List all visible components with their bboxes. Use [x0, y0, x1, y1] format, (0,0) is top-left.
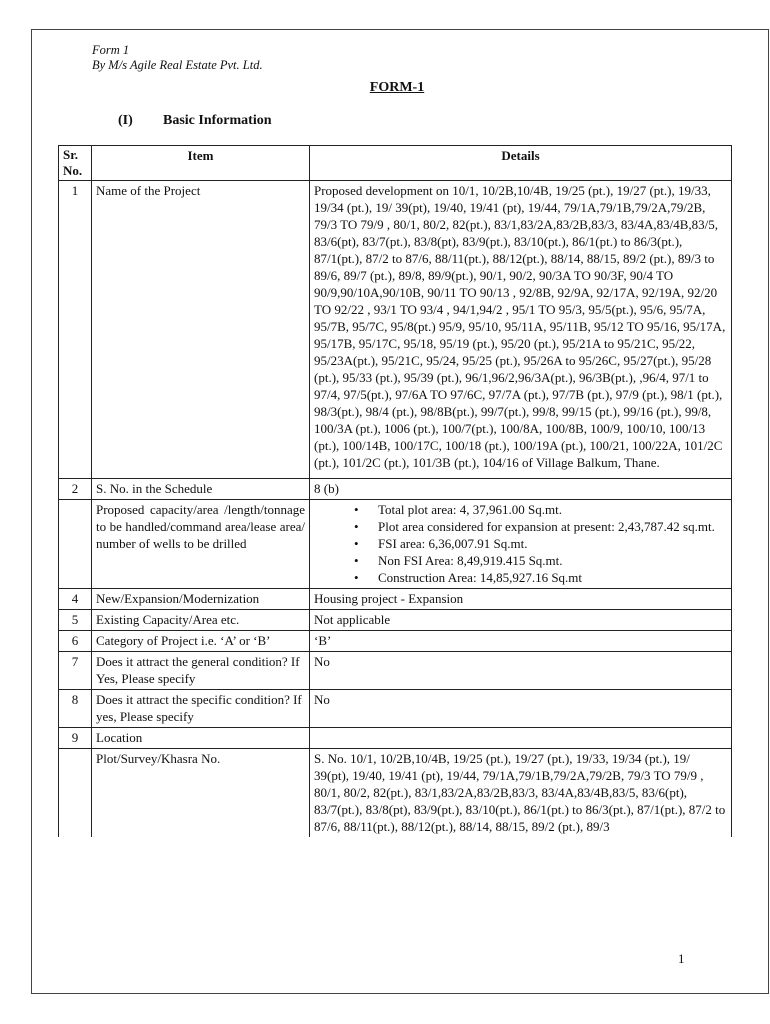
- table-row: [59, 479, 732, 500]
- list-item: • Plot area considered for expansion at present: 2,43,787.42 sq.mt.: [354, 518, 727, 535]
- section-label: Basic Information: [163, 113, 272, 128]
- page-number: 1: [678, 951, 685, 966]
- row-details: Not applicable: [310, 610, 732, 631]
- row-sr-no: 5: [59, 610, 92, 631]
- header-item: Item: [92, 146, 310, 181]
- row-details: S. No. 10/1, 10/2B,10/4B, 19/25 (pt.), 19/27 (pt.), 19/33, 19/34 (pt.), 19/ 39(pt), 19/40, 19/41 (pt), 19/44, 79/1A,79/1B,79/2A,79/2B, 79/3 TO 79/9 , 80/1, 80/2, 82(pt.), 83/1,83/2A,83/2B,83/3, 83/4A,83/4B,83/5, 83/6(pt), 83/7(pt.), 83/8(pt), 83/9(pt.), 83/10(pt.), 86/1(pt.) to 86/3(pt.), 87/1(pt.), 87/2 to 87/6, 88/11(pt.), 88/12(pt.), 88/14, 88/15, 89/2 (pt.), 89/3: [310, 749, 732, 838]
- row-details: [310, 728, 732, 749]
- table-row: [59, 749, 732, 838]
- row-sr-no: 7: [59, 652, 92, 690]
- table-header-row: [59, 146, 732, 181]
- row-details: Proposed development on 10/1, 10/2B,10/4B, 19/25 (pt.), 19/27 (pt.), 19/33, 19/34 (pt.), 19/ 39(pt), 19/40, 19/41 (pt), 19/44, 79/1A,79/1B,79/2A,79/2B, 79/3 TO 79/9 , 80/1, 80/2, 82(pt.), 83/1,83/2A,83/2B,83/3, 83/4A,83/4B,83/5, 83/6(pt), 83/7(pt.), 83/8(pt), 83/9(pt.), 83/10(pt.), 86/1(pt.) to 86/3(pt.), 87/1(pt.), 87/2 to 87/6, 88/11(pt.), 88/12(pt.), 88/14, 88/15, 89/2 (pt.), 89/3 to 89/6, 89/7 (pt.), 89/8, 89/9(pt.), 90/1, 90/2, 90/3A TO 90/3F, 90/4 TO 90/9,90/10A,90/10B, 90/11 TO 90/13 , 92/8B, 92/9A, 92/17A, 92/19A, 92/20 TO 92/22 , 93/1 TO 93/4 , 94/1,94/2 , 95/1 TO 95/3, 95/5(pt.), 95/6, 95/7A, 95/7B, 95/7C, 95/8(pt.) 95/9, 95/10, 95/11A, 95/11B, 95/12 TO 95/16, 95/17A, 95/17B, 95/17C, 95/18, 95/19 (pt.), 95/20 (pt.), 95/21A to 95/21C, 95/22, 95/23A(pt.), 95/21C, 95/24, 95/25 (pt.), 95/26A to 95/26C, 95/27(pt.), 95/28 (pt.), 95/33 (pt.), 95/39 (pt.), 96/1,96/2,96/3A(pt.), 96/3B(pt.), ,96/4, 97/1 to 97/4, 97/5(pt.), 97/6A TO 97/6C, 97/7A (pt.), 97/7B (pt.), 97/9 (pt.), 98/1 (pt.), 98/3(pt.), 98/4 (pt.), 98/8B(pt.), 99/7(pt.), 99/8, 99/15 (pt.), 99/16 (pt.), 99/8, 100/3A (pt.), 1006 (pt.), 100/7(pt.), 100/8A, 100/8B, 100/9, 100/10, 100/13 (pt.), 100/14B, 100/17C, 100/18 (pt.), 100/19A (pt.), 100/21, 100/22A, 101/2C (pt.), 101/2C (pt.), 101/3B (pt.), 104/16 of Village Balkum, Thane.: [310, 181, 732, 479]
- row-item: Does it attract the general condition? If Yes, Please specify: [92, 652, 310, 690]
- row-details: ‘B’: [310, 631, 732, 652]
- table-row: [59, 181, 732, 479]
- row-details: [310, 500, 732, 589]
- capacity-bullet-list: [314, 501, 727, 586]
- row-details: No: [310, 690, 732, 728]
- table-row: [59, 652, 732, 690]
- row-sr-no: 4: [59, 589, 92, 610]
- list-item: • Construction Area: 14,85,927.16 Sq.mt: [354, 569, 727, 586]
- section-heading: [118, 113, 272, 129]
- document-title: FORM-1: [369, 80, 425, 95]
- row-item: Plot/Survey/Khasra No.: [92, 749, 310, 838]
- row-item: Does it attract the specific condition? If yes, Please specify: [92, 690, 310, 728]
- row-item: Name of the Project: [92, 181, 310, 479]
- table-row: [59, 631, 732, 652]
- row-details: No: [310, 652, 732, 690]
- row-item: S. No. in the Schedule: [92, 479, 310, 500]
- form-label: Form 1: [92, 43, 130, 57]
- row-item: Category of Project i.e. ‘A’ or ‘B’: [92, 631, 310, 652]
- row-item: Proposed capacity/area /length/tonnage to be handled/command area/lease area/ number of wells to be drilled: [92, 500, 310, 589]
- row-sr-no: [59, 749, 92, 838]
- row-sr-no: 8: [59, 690, 92, 728]
- company-label: By M/s Agile Real Estate Pvt. Ltd.: [92, 58, 263, 72]
- table-row: [59, 728, 732, 749]
- header-details: Details: [310, 146, 732, 181]
- table-row: [59, 589, 732, 610]
- row-item: Existing Capacity/Area etc.: [92, 610, 310, 631]
- table-row: [59, 690, 732, 728]
- document-title-wrap: [0, 78, 770, 96]
- section-number: (I): [118, 113, 133, 128]
- row-sr-no: [59, 500, 92, 589]
- header-sr-no: Sr. No.: [59, 146, 92, 181]
- table-row: [59, 610, 732, 631]
- row-item: New/Expansion/Modernization: [92, 589, 310, 610]
- row-sr-no: 1: [59, 181, 92, 479]
- list-item: • Non FSI Area: 8,49,919.415 Sq.mt.: [354, 552, 727, 569]
- table-row: [59, 500, 732, 589]
- row-details: 8 (b): [310, 479, 732, 500]
- basic-info-table: [58, 145, 732, 837]
- row-details: Housing project - Expansion: [310, 589, 732, 610]
- list-item: • Total plot area: 4, 37,961.00 Sq.mt.: [354, 501, 727, 518]
- row-sr-no: 2: [59, 479, 92, 500]
- row-sr-no: 9: [59, 728, 92, 749]
- list-item: • FSI area: 6,36,007.91 Sq.mt.: [354, 535, 727, 552]
- row-item: Location: [92, 728, 310, 749]
- row-sr-no: 6: [59, 631, 92, 652]
